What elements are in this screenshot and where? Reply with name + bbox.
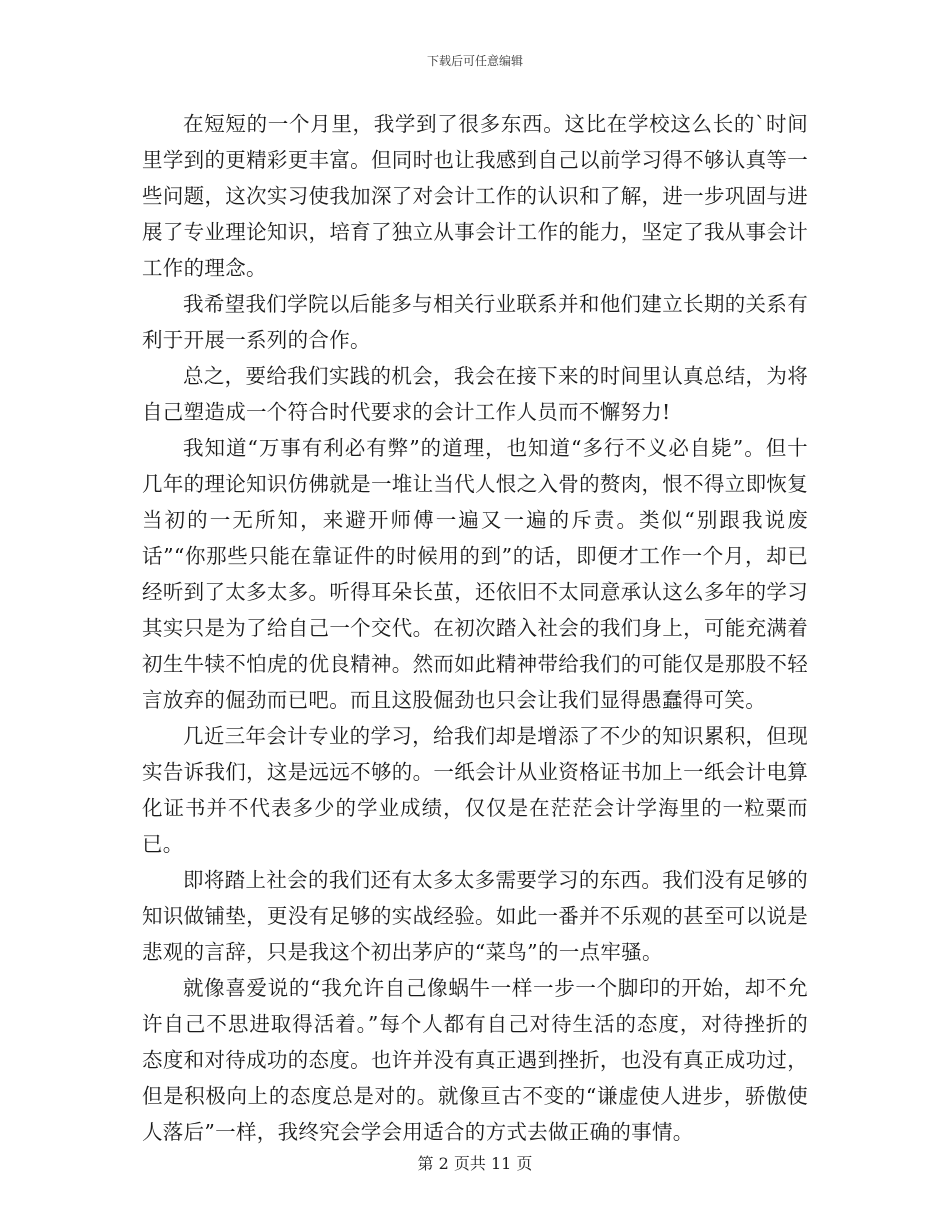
page-footer: 第 2 页共 11 页 xyxy=(417,1154,533,1173)
paragraph: 总之，要给我们实践的机会，我会在接下来的时间里认真总结，为将自己塑造成一个符合时代要求的会计工作人员而不懈努力! xyxy=(142,364,808,424)
page-header: 下载后可任意编辑 xyxy=(426,54,523,68)
paragraph: 就像喜爱说的“我允许自己像蜗牛一样一步一个脚印的开始，却不允许自己不思进取得活着。”每个人都有自己对待生活的态度，对待挫折的态度和对待成功的态度。也许并没有真正遇到挫折，也没有真正成功过，但是积极向上的态度总是对的。就像亘古不变的“谦虚使人进步，骄傲使人落后”一样，我终究会学会用适合的方式去做正确的事情。 xyxy=(142,976,808,1144)
paragraph: 即将踏上社会的我们还有太多太多需要学习的东西。我们没有足够的知识做铺垫，更没有足够的实战经验。如此一番并不乐观的甚至可以说是悲观的言辞，只是我这个初出茅庐的“菜鸟”的一点牢骚。 xyxy=(142,868,808,964)
document-body xyxy=(142,106,808,1150)
paragraph: 我希望我们学院以后能多与相关行业联系并和他们建立长期的关系有利于开展一系列的合作。 xyxy=(142,292,808,352)
paragraph: 在短短的一个月里，我学到了很多东西。这比在学校这么长的`时间里学到的更精彩更丰富。但同时也让我感到自己以前学习得不够认真等一些问题，这次实习使我加深了对会计工作的认识和了解，进一步巩固与进展了专业理论知识，培育了独立从事会计工作的能力，坚定了我从事会计工作的理念。 xyxy=(142,112,808,280)
paragraph: 几近三年会计专业的学习，给我们却是增添了不少的知识累积，但现实告诉我们，这是远远不够的。一纸会计从业资格证书加上一纸会计电算化证书并不代表多少的学业成绩，仅仅是在茫茫会计学海里的一粒粟而已。 xyxy=(142,724,808,856)
paragraph: 我知道“万事有利必有弊”的道理，也知道“多行不义必自毙”。但十几年的理论知识仿佛就是一堆让当代人恨之入骨的赘肉，恨不得立即恢复当初的一无所知，来避开师傅一遍又一遍的斥责。类似“别跟我说废话”“你那些只能在靠证件的时候用的到”的话，即便才工作一个月，却已经听到了太多太多。听得耳朵长茧，还依旧不太同意承认这么多年的学习其实只是为了给自己一个交代。在初次踏入社会的我们身上，可能充满着初生牛犊不怕虎的优良精神。然而如此精神带给我们的可能仅是那股不轻言放弃的倔劲而已吧。而且这股倔劲也只会让我们显得愚蠢得可笑。 xyxy=(142,436,808,712)
